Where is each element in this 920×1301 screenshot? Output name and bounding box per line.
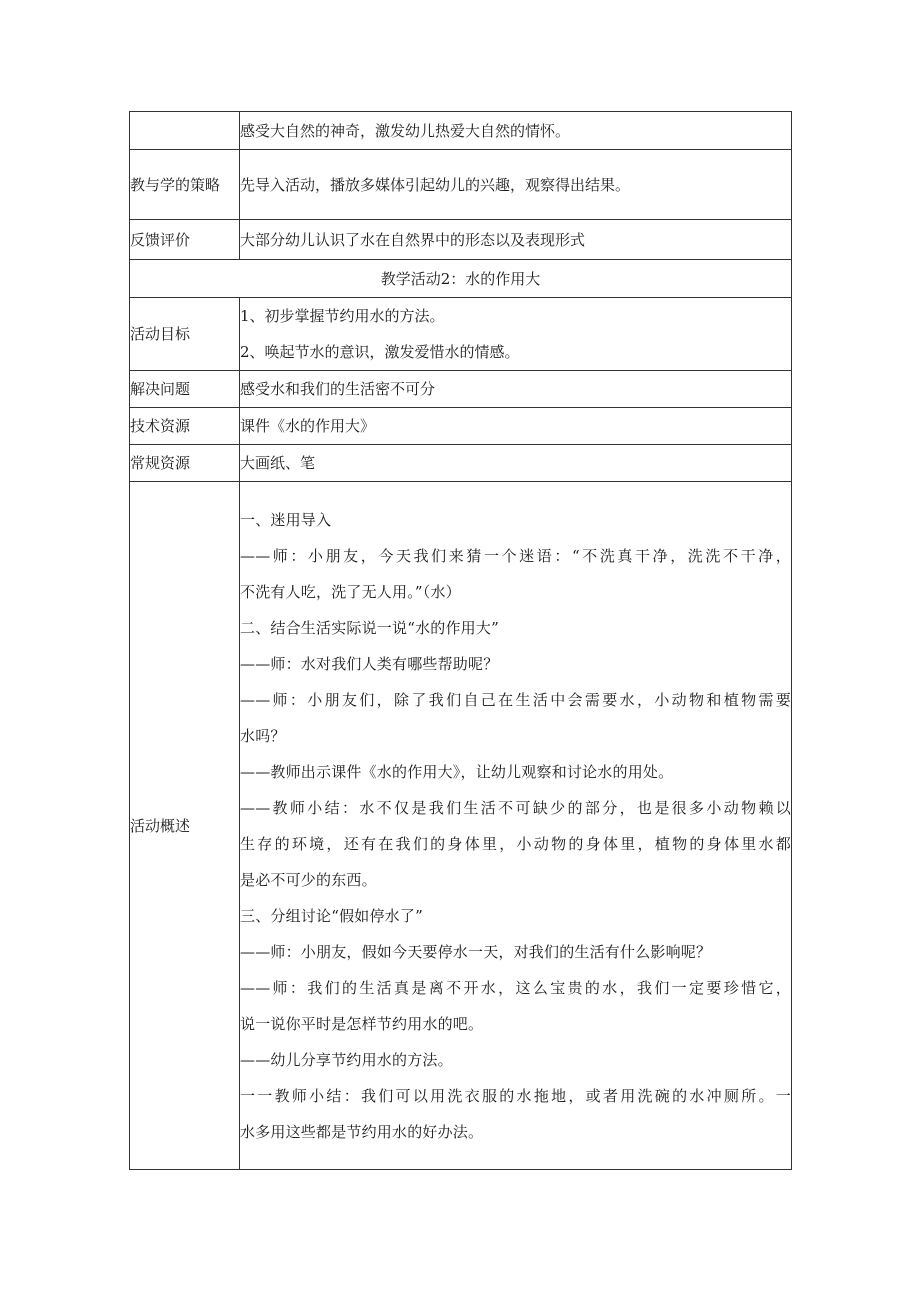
row-goals xyxy=(130,298,792,371)
overview-line: 说一说你平时是怎样节约用水的吧。 xyxy=(240,1014,484,1033)
regular-value: 大画纸、笔 xyxy=(240,445,792,482)
overview-line: ——师：小朋友，假如今天要停水一天，对我们的生活有什么影响呢？ xyxy=(240,942,712,961)
overview-line: 水多用这些都是节约用水的好办法。 xyxy=(240,1122,484,1141)
row-tech xyxy=(130,408,792,445)
empty-label-cell xyxy=(130,112,240,150)
overview-line: ——师：小朋友们，除了我们自己在生活中会需要水，小动物和植物需要 xyxy=(240,690,791,709)
overview-line: 不洗有人吃，洗了无人用。”（水） xyxy=(240,582,461,601)
tech-value: 课件《水的作用大》 xyxy=(240,408,792,445)
row-strategy xyxy=(130,150,792,220)
goals-label: 活动目标 xyxy=(130,298,240,371)
overview-line: 是必不可少的东西。 xyxy=(240,870,377,889)
goal-continued-cell: 感受大自然的神奇，激发幼儿热爱大自然的情怀。 xyxy=(240,112,792,150)
overview-line: ——幼儿分享节约用水的方法。 xyxy=(240,1050,453,1069)
overview-cell xyxy=(240,482,792,1170)
row-goal-continued xyxy=(130,112,792,150)
overview-label: 活动概述 xyxy=(130,482,240,1170)
goals-cell xyxy=(240,298,792,371)
overview-line: 一、迷用导入 xyxy=(240,510,332,529)
goal-item: 1、初步掌握节约用水的方法。 xyxy=(240,307,445,325)
row-overview xyxy=(130,482,792,1170)
tech-label: 技术资源 xyxy=(130,408,240,445)
overview-line: 一一教师小结：我们可以用洗衣服的水拖地，或者用洗碗的水冲厕所。一 xyxy=(240,1086,791,1105)
strategy-value: 先导入活动，播放多媒体引起幼儿的兴趣，观察得出结果。 xyxy=(240,150,792,220)
problem-value: 感受水和我们的生活密不可分 xyxy=(240,371,792,408)
overview-line: ——师：我们的生活真是离不开水，这么宝贵的水，我们一定要珍惜它， xyxy=(240,978,791,997)
overview-line: ——师：小朋友，今天我们来猜一个迷语：“不洗真干净，洗洗不干净， xyxy=(240,546,791,565)
overview-line: 三、分组讨论“假如停水了” xyxy=(240,906,423,925)
problem-label: 解决问题 xyxy=(130,371,240,408)
overview-line: 水吗？ xyxy=(240,726,286,745)
row-regular xyxy=(130,445,792,482)
row-feedback xyxy=(130,220,792,260)
overview-line: ——教师小结：水不仅是我们生活不可缺少的部分，也是很多小动物赖以 xyxy=(240,798,791,817)
strategy-label: 教与学的策略 xyxy=(130,150,240,220)
feedback-value: 大部分幼儿认识了水在自然界中的形态以及表现形式 xyxy=(240,220,792,260)
goal-item: 2、唤起节水的意识，激发爱惜水的情感。 xyxy=(240,343,520,361)
regular-label: 常规资源 xyxy=(130,445,240,482)
lesson-plan-table xyxy=(129,111,792,1170)
row-activity-heading xyxy=(130,260,792,298)
overview-line: 二、结合生活实际说一说“水的作用大” xyxy=(240,618,499,637)
row-problem xyxy=(130,371,792,408)
overview-line: ——教师出示课件《水的作用大》，让幼儿观察和讨论水的用处。 xyxy=(240,762,674,781)
overview-line: ——师：水对我们人类有哪些帮助呢？ xyxy=(240,654,499,673)
feedback-label: 反馈评价 xyxy=(130,220,240,260)
overview-line: 生存的环境，还有在我们的身体里，小动物的身体里，植物的身体里水都 xyxy=(240,834,791,853)
activity-heading: 教学活动2：水的作用大 xyxy=(130,260,792,298)
